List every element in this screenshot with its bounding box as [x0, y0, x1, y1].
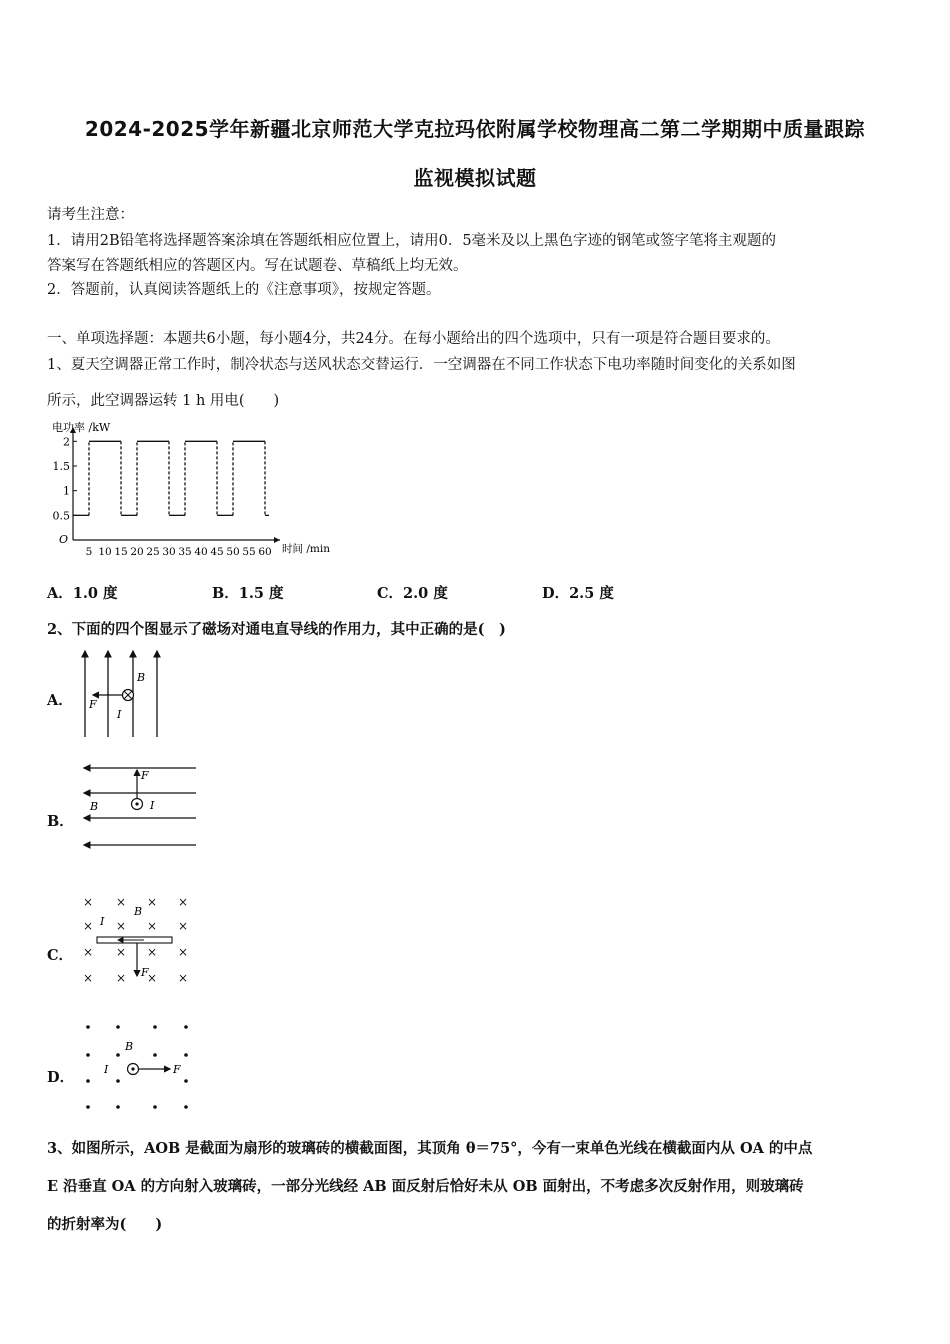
power-time-chart [40, 414, 330, 559]
svg-text:×: × [178, 895, 189, 909]
q1-stem-line1: 1、夏天空调器正常工作时，制冷状态与送风状态交替运行．一空调器在不同工作状态下电功率随时间变化的关系如图 [47, 357, 796, 373]
q1-option-d[interactable]: D．2.5 度 [542, 585, 614, 602]
svg-text:B: B [125, 1040, 134, 1053]
q2-stem: 2、下面的四个图显示了磁场对通电直导线的作用力，其中正确的是( ) [47, 621, 506, 638]
svg-text:×: × [116, 971, 127, 985]
q2-label-b[interactable]: B． [47, 813, 74, 830]
svg-text:×: × [178, 945, 189, 959]
q2-label-a[interactable]: A． [47, 692, 73, 709]
svg-text:×: × [83, 971, 94, 985]
svg-text:F: F [173, 1063, 181, 1076]
x-tick-label: 30 [162, 546, 176, 558]
x-tick-label: 15 [114, 546, 128, 558]
svg-text:×: × [147, 945, 158, 959]
x-axis-arrow [274, 537, 280, 543]
svg-text:×: × [116, 895, 127, 909]
exam-title-line2: 监视模拟试题 [413, 166, 537, 190]
notice-heading: 请考生注意： [47, 207, 134, 223]
x-tick-label: 40 [194, 546, 208, 558]
svg-text:B: B [134, 905, 143, 918]
exam-title-line1: 2024-2025学年新疆北京师范大学克拉玛依附属学校物理高二第二学期期中质量跟踪 [84, 117, 866, 141]
y-tick-label: 1.5 [52, 460, 70, 473]
svg-text:×: × [147, 895, 158, 909]
y-tick-label: 2 [63, 435, 70, 449]
origin-label: O [59, 533, 69, 546]
q2-label-d[interactable]: D． [47, 1069, 75, 1086]
svg-text:×: × [83, 919, 94, 933]
svg-text:F: F [141, 966, 149, 979]
x-tick-label: 10 [98, 546, 112, 558]
x-axis-label: 时间 /min [282, 543, 330, 555]
x-tick-label: 60 [258, 546, 272, 558]
svg-text:×: × [83, 945, 94, 959]
svg-text:F: F [141, 769, 149, 782]
y-axis-label: 电功率 /kW [52, 421, 111, 434]
svg-text:B: B [90, 800, 99, 813]
x-tick-label: 20 [130, 546, 144, 558]
notice-item1-line1: 1．请用2B铅笔将选择题答案涂填在答题纸相应位置上，请用0．5毫米及以上黑色字迹的钢笔或签字笔将主观题的 [47, 233, 777, 249]
label-F: F [89, 698, 97, 711]
q2-figure-d [78, 1018, 198, 1118]
y-tick-label: 1 [63, 484, 70, 498]
y-tick-label: 0.5 [52, 509, 70, 523]
svg-text:I: I [150, 799, 155, 812]
x-tick-label: 35 [178, 546, 192, 558]
svg-text:I: I [100, 915, 105, 928]
svg-text:×: × [147, 971, 158, 985]
q3-stem-line1: 3、如图所示，AOB 是截面为扇形的玻璃砖的横截面图，其顶角 θ＝75°，今有一束单色光线在横截面内从 OA 的中点 [47, 1140, 813, 1157]
svg-text:×: × [116, 945, 127, 959]
q2-figure-a [75, 645, 175, 741]
q3-stem-line2: E 沿垂直 OA 的方向射入玻璃砖，一部分光线经 AB 面反射后恰好未从 OB 面射出，不考虑多次反射作用，则玻璃砖 [47, 1178, 804, 1195]
svg-text:I: I [104, 1063, 109, 1076]
label-I: I [117, 708, 122, 721]
x-tick-label: 45 [210, 546, 224, 558]
q1-stem-line2: 所示，此空调器运转 1 h 用电( ) [47, 393, 280, 409]
svg-text:×: × [116, 919, 127, 933]
q2-figure-c [78, 890, 198, 990]
notice-item2: 2．答题前，认真阅读答题纸上的《注意事项》，按规定答题。 [47, 282, 441, 298]
x-tick-label: 50 [226, 546, 240, 558]
section1-heading: 一、单项选择题：本题共6小题，每小题4分，共24分。在每小题给出的四个选项中，只有一项是符合题目要求的。 [47, 331, 780, 347]
notice-item1-line2: 答案写在答题纸相应的答题区内。写在试题卷、草稿纸上均无效。 [47, 258, 468, 274]
x-tick-label: 25 [146, 546, 160, 558]
x-tick-label: 55 [242, 546, 256, 558]
q1-option-a[interactable]: A．1.0 度 [47, 585, 118, 602]
svg-text:×: × [83, 895, 94, 909]
label-B: B [137, 671, 146, 684]
svg-text:×: × [147, 919, 158, 933]
x-tick-label: 5 [85, 546, 93, 558]
q1-option-c[interactable]: C．2.0 度 [377, 585, 448, 602]
q2-figure-b [78, 760, 203, 855]
q2-label-c[interactable]: C． [47, 947, 74, 964]
q3-stem-line3: 的折射率为( ) [47, 1216, 163, 1233]
svg-text:×: × [178, 919, 189, 933]
q1-option-b[interactable]: B．1.5 度 [212, 585, 284, 602]
svg-text:×: × [178, 971, 189, 985]
